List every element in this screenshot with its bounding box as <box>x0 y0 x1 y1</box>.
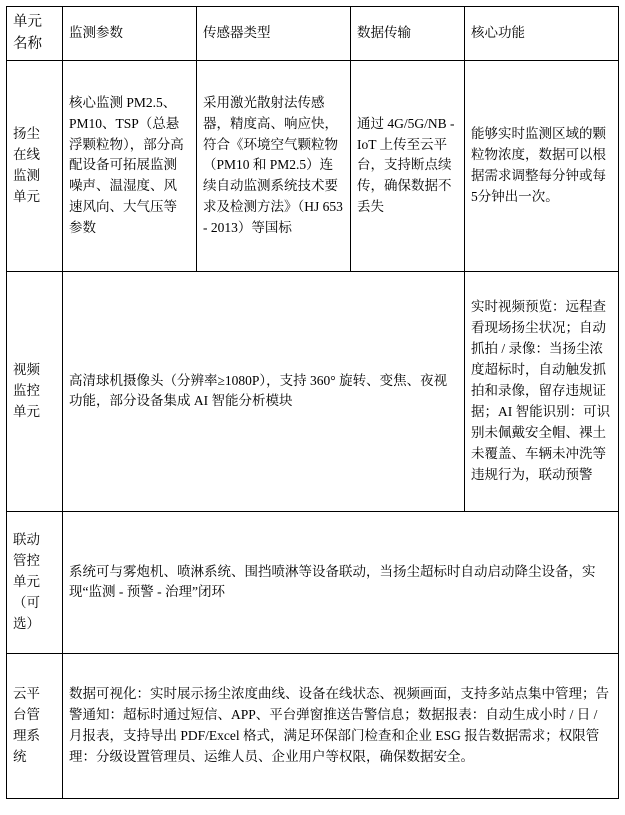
unit-name-line: 单元 <box>13 188 40 204</box>
unit-name-line: （可 <box>13 594 40 610</box>
table-body <box>7 60 619 798</box>
table-row <box>7 653 619 798</box>
unit-name-line: 云平 <box>13 686 40 702</box>
unit-name-line: 选） <box>13 615 40 631</box>
column-header-core-function: 核心功能 <box>465 7 619 61</box>
table-row <box>7 511 619 653</box>
unit-name-line: 联动 <box>13 532 40 548</box>
unit-name-line: 理系 <box>13 727 40 743</box>
unit-name-line: 单元 <box>13 403 40 419</box>
column-header-sensor-type: 传感器类型 <box>197 7 351 61</box>
unit-name-line: 扬尘 <box>13 126 40 142</box>
column-header-unit-name-line2: 名称 <box>13 36 42 53</box>
column-header-unit-name-line1: 单元 <box>13 14 42 30</box>
unit-name-linkage-control <box>7 511 63 653</box>
cell-merged-params-sensor-transmission-row2: 高清球机摄像头（分辨率≥1080P），支持 360° 旋转、变焦、夜视功能，部分设备集成 AI 智能分析模块 <box>63 271 465 511</box>
unit-name-line: 统 <box>13 748 27 764</box>
table-header <box>7 7 619 61</box>
cell-merged-description-row3: 系统可与雾炮机、喷淋系统、围挡喷淋等设备联动，当扬尘超标时自动启动降尘设备，实现“监测 - 预警 - 治理”闭环 <box>63 511 619 653</box>
column-header-data-transmission: 数据传输 <box>351 7 465 61</box>
cell-core-function-row1: 能够实时监测区域的颗粒物浓度，数据可以根据需求调整每分钟或每5分钟出一次。 <box>465 60 619 271</box>
unit-name-dust-online-monitoring <box>7 60 63 271</box>
cell-data-transmission-row1: 通过 4G/5G/NB - IoT 上传至云平台，支持断点续传，确保数据不丢失 <box>351 60 465 271</box>
unit-name-line: 单元 <box>13 573 40 589</box>
unit-name-line: 监控 <box>13 382 40 398</box>
dust-monitoring-spec-table <box>6 6 619 799</box>
cell-merged-description-row4: 数据可视化：实时展示扬尘浓度曲线、设备在线状态、视频画面，支持多站点集中管理；告警通知：超标时通过短信、APP、平台弹窗推送告警信息；数据报表：自动生成小时 / 日 / 月报表，支持导出 PDF/Excel 格式，满足环保部门检查和企业 ESG 报告数据需求；权限管理：分级设置管理员、运维人员、企业用户等权限，确保数据安全。 <box>63 653 619 798</box>
cell-core-function-row2: 实时视频预览：远程查看现场扬尘状况；自动抓拍 / 录像：当扬尘浓度超标时，自动触发抓拍和录像，留存违规证据；AI 智能识别：可识别未佩戴安全帽、裸土未覆盖、车辆未冲洗等违规行为，联动预警 <box>465 271 619 511</box>
unit-name-line: 管控 <box>13 553 40 569</box>
header-row <box>7 7 619 61</box>
unit-name-video-surveillance <box>7 271 63 511</box>
unit-name-line: 视频 <box>13 362 40 378</box>
table-row <box>7 60 619 271</box>
unit-name-line: 监测 <box>13 167 40 183</box>
column-header-unit-name <box>7 7 63 61</box>
unit-name-line: 台管 <box>13 707 40 723</box>
unit-name-cloud-platform <box>7 653 63 798</box>
unit-name-line: 在线 <box>13 147 40 163</box>
column-header-monitoring-params: 监测参数 <box>63 7 197 61</box>
cell-monitoring-params-row1: 核心监测 PM2.5、PM10、TSP（总悬浮颗粒物），部分高配设备可拓展监测噪声、温湿度、风速风向、大气压等参数 <box>63 60 197 271</box>
cell-sensor-type-row1: 采用激光散射法传感器，精度高、响应快，符合《环境空气颗粒物（PM10 和 PM2.5）连续自动监测系统技术要求及检测方法》（HJ 653 - 2013）等国标 <box>197 60 351 271</box>
table-row <box>7 271 619 511</box>
